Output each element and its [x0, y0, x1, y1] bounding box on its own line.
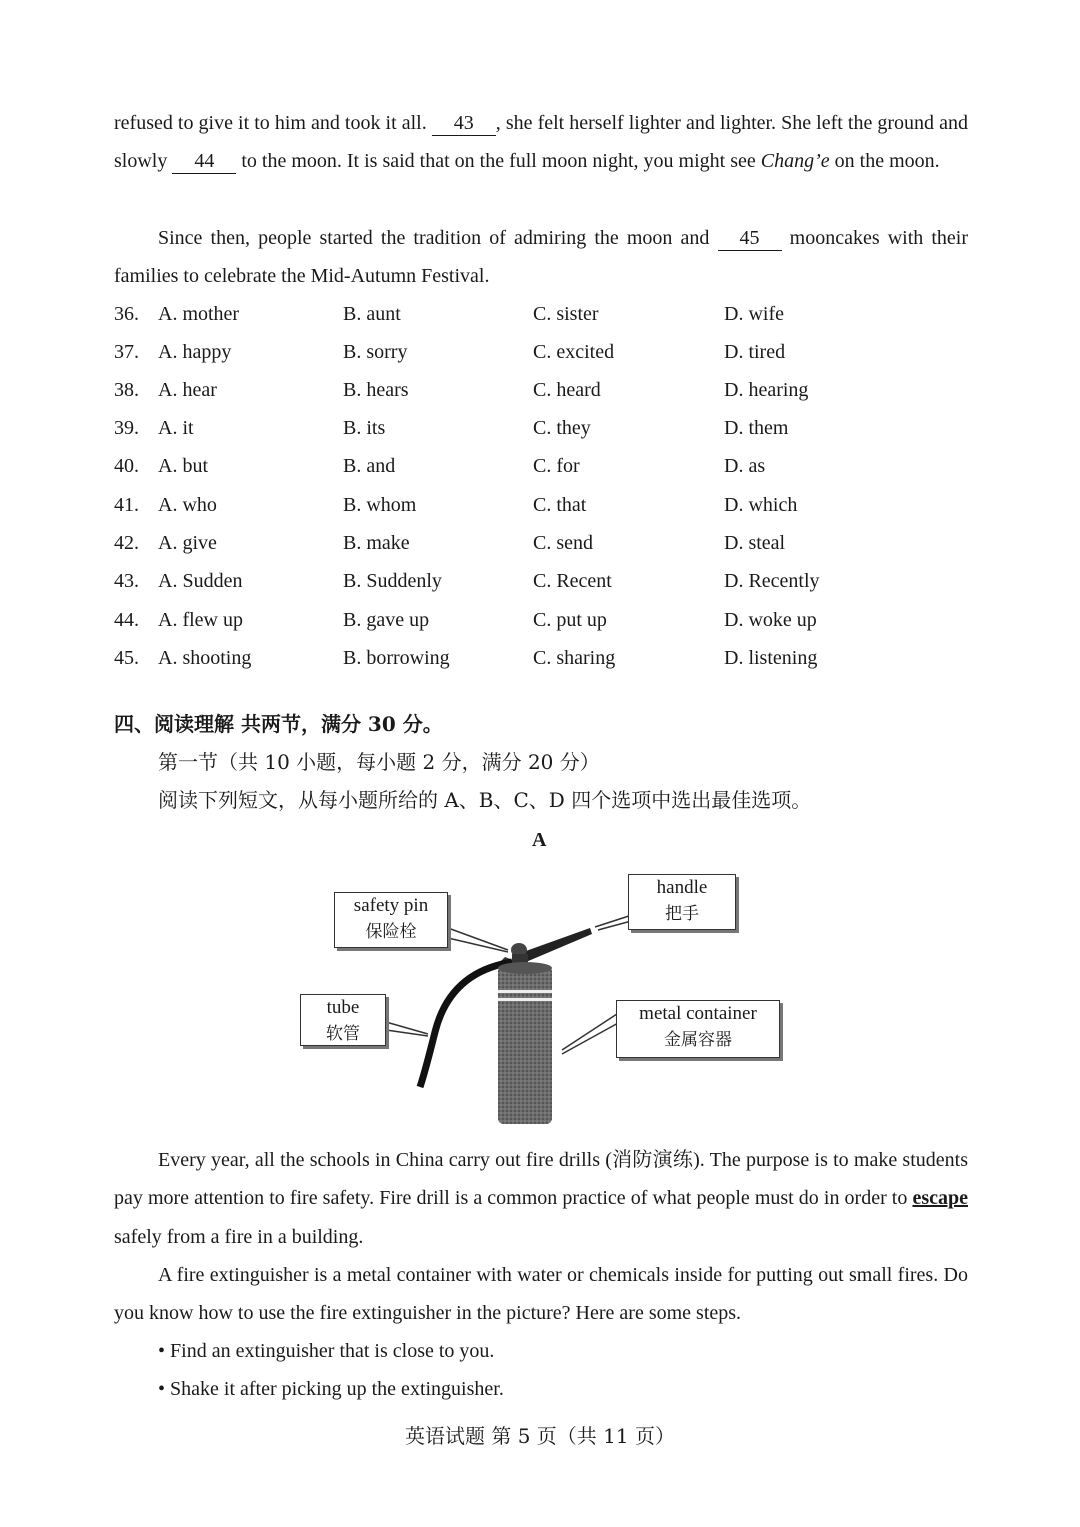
question-row: 40. A. but B. and C. for D. as: [114, 447, 974, 485]
page-footer: 英语试题 第 5 页（共 11 页）: [405, 1424, 675, 1448]
option-a: A. give: [158, 532, 217, 554]
passage-a-paragraph-1: Every year, all the schools in China carry out fire drills (消防演练). The purpose is to make students pay more attention to fire safety. Fire drill is a common practice of what people must do in order to escape safely from a fire in a building.: [114, 1149, 969, 1248]
bullet-item: • Find an extinguisher that is close to you.: [158, 1340, 495, 1362]
option-b: B. Suddenly: [343, 570, 442, 592]
option-a: A. mother: [158, 303, 240, 325]
option-a: A. happy: [158, 341, 232, 363]
option-c: C. for: [533, 455, 580, 477]
option-d: D. woke up: [724, 609, 817, 631]
option-d: D. Recently: [724, 570, 820, 592]
label-safety-pin: safety pin 保险栓: [334, 892, 448, 948]
question-row: 45. A. shooting B. borrowing C. sharing D. listening: [114, 639, 974, 677]
section-subheading: 第一节（共 10 小题，每小题 2 分，满分 20 分）: [158, 750, 600, 774]
label-handle: handle 把手: [628, 874, 736, 930]
italic-name: Chang’e: [760, 150, 830, 173]
bullet-icon: •: [158, 1340, 166, 1362]
option-d: D. hearing: [724, 379, 809, 401]
option-d: D. wife: [724, 303, 784, 325]
option-d: D. as: [724, 455, 766, 477]
question-row: 43. A. Sudden B. Suddenly C. Recent D. Recently: [114, 562, 974, 600]
option-b: B. hears: [343, 379, 409, 401]
option-a: A. but: [158, 455, 208, 477]
question-row: 37. A. happy B. sorry C. excited D. tired: [114, 333, 974, 371]
option-c: C. send: [533, 532, 593, 554]
section-instructions: 阅读下列短文，从每小题所给的 A、B、C、D 四个选项中选出最佳选项。: [158, 788, 812, 812]
option-b: B. aunt: [343, 303, 401, 325]
option-c: C. sharing: [533, 647, 616, 669]
option-b: B. make: [343, 532, 410, 554]
bullet-item: • Shake it after picking up the extinguisher.: [158, 1378, 504, 1400]
option-d: D. tired: [724, 341, 786, 363]
option-c: C. excited: [533, 341, 615, 363]
option-a: A. Sudden: [158, 570, 243, 592]
question-row: 44. A. flew up B. gave up C. put up D. woke up: [114, 601, 974, 639]
option-c: C. they: [533, 417, 591, 439]
option-b: B. and: [343, 455, 396, 477]
option-a: A. hear: [158, 379, 217, 401]
option-b: B. whom: [343, 494, 417, 516]
option-b: B. borrowing: [343, 647, 450, 669]
option-c: C. Recent: [533, 570, 612, 592]
option-c: C. sister: [533, 303, 599, 325]
option-a: A. it: [158, 417, 194, 439]
label-metal-container: metal container 金属容器: [616, 1000, 780, 1058]
question-row: 36. A. mother B. aunt C. sister D. wife: [114, 295, 974, 333]
blank-44: 44: [172, 149, 236, 174]
option-d: D. which: [724, 494, 798, 516]
option-c: C. put up: [533, 609, 607, 631]
passage-paragraph-2: Since then, people started the tradition of admiring the moon and 45 mooncakes with their families to celebrate the Mid-Autumn Festival.: [114, 227, 969, 288]
question-row: 42. A. give B. make C. send D. steal: [114, 524, 974, 562]
option-c: C. that: [533, 494, 587, 516]
question-row: 39. A. it B. its C. they D. them: [114, 409, 974, 447]
option-c: C. heard: [533, 379, 601, 401]
blank-45: 45: [718, 226, 782, 251]
section-heading: 四、阅读理解 共两节，满分 30 分。: [114, 712, 443, 736]
keyword-escape: escape: [912, 1187, 969, 1210]
passage-letter: A: [532, 829, 547, 851]
option-b: B. sorry: [343, 341, 408, 363]
fire-extinguisher-figure: [290, 862, 800, 1132]
option-b: B. its: [343, 417, 386, 439]
option-a: A. who: [158, 494, 217, 516]
option-d: D. steal: [724, 532, 786, 554]
passage-a-paragraph-2: A fire extinguisher is a metal container with water or chemicals inside for putting out small fires. Do you know how to use the fire extinguisher in the picture? Here are some steps.: [114, 1264, 968, 1325]
passage-paragraph-1: refused to give it to him and took it all. 43 , she felt herself lighter and lighter. She left the ground and slowly 44 to the moon. It is said that on the full moon night, you might see Chang’e on the moon.: [114, 112, 968, 173]
option-a: A. flew up: [158, 609, 243, 631]
option-d: D. listening: [724, 647, 818, 669]
bullet-icon: •: [158, 1378, 166, 1400]
question-row: 41. A. who B. whom C. that D. which: [114, 486, 974, 524]
option-b: B. gave up: [343, 609, 430, 631]
option-a: A. shooting: [158, 647, 252, 669]
label-tube: tube 软管: [300, 994, 386, 1046]
blank-43: 43: [432, 111, 496, 136]
question-row: 38. A. hear B. hears C. heard D. hearing: [114, 371, 974, 409]
option-d: D. them: [724, 417, 789, 439]
